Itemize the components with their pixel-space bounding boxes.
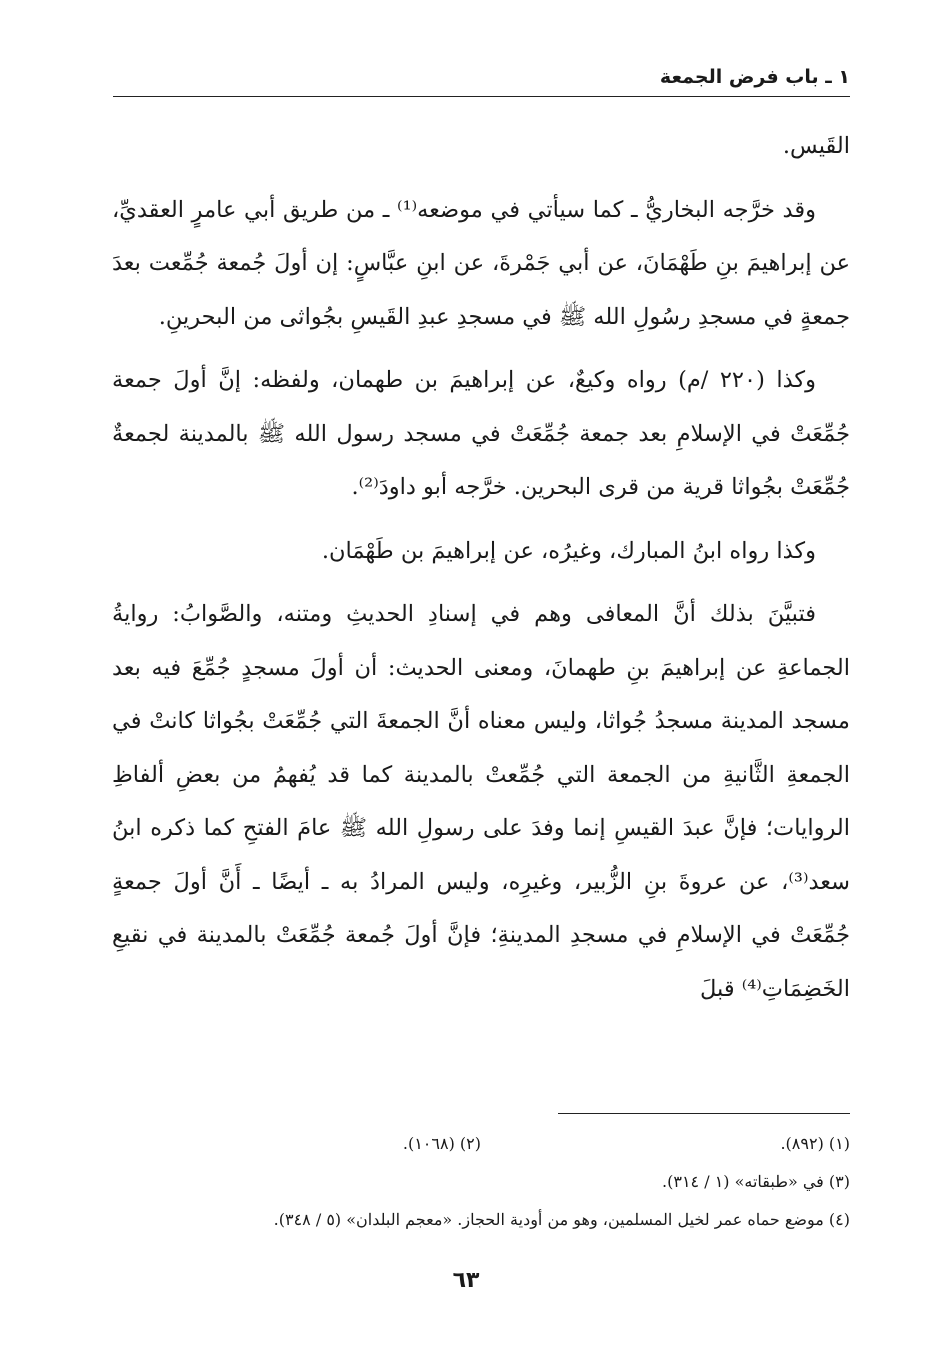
footnote-row — [112, 1125, 850, 1163]
footnote-3: (٣) في «طبقاته» (١ / ٣١٤). — [662, 1172, 850, 1191]
footnotes — [112, 1125, 850, 1239]
header-rule — [113, 96, 850, 97]
footnote-4: (٤) موضع حماه عمر لخيل المسلمين، وهو من أودية الحجاز. «معجم البلدان» (٥ / ٣٤٨). — [273, 1210, 850, 1229]
running-title: ١ ـ باب فرض الجمعة — [659, 66, 850, 88]
paragraph-5: فتبيَّنَ بذلك أنَّ المعافى وهم في إسنادِ الحديثِ ومتنه، والصَّوابُ: روايةُ الجماعةِ عن إبراهيمَ بنِ طهمانَ، ومعنى الحديث: أن أولَ مسجدٍ جُمِّعَ فيه بعد مسجد المدينة مسجدُ جُواثا، وليس معناه أنَّ الجمعةَ التي جُمِّعَتْ بجُواثا كانتْ في الجمعةِ الثَّانيةِ من الجمعة التي جُمِّعتْ بالمدينة كما قد يُفهمُ من بعضِ ألفاظِ الروايات؛ فإنَّ عبدَ القيسِ إنما وفدَ على رسولِ الله ﷺ عامَ الفتحِ كما ذكره ابنُ سعد⁽³⁾، عن عروةَ بنِ الزُّبير، وغيرِه، وليس المرادُ به ـ أيضًا ـ أَنَّ أولَ جمعةٍ جُمِّعَتْ في الإسلامِ في مسجدِ المدينةِ؛ فإنَّ أولَ جُمعة جُمِّعَتْ بالمدينة في نقيعِ الخَضِمَاتِ⁽⁴⁾ قبلَ — [112, 601, 850, 1002]
paragraph-3: وكذا (٢٢٠ /م) رواه وكيعٌ، عن إبراهيمَ بن طهمان، ولفظه: إنَّ أولَ جمعة جُمِّعَتْ في الإسلامِ بعد جمعة جُمِّعَتْ في مسجد رسول الله ﷺ بالمدينة لجمعةٌ جُمِّعَتْ بجُواثا قرية من قرى البحرين. خرَّجه أبو داودَ⁽²⁾. — [112, 367, 850, 500]
paragraph-2: وقد خرَّجه البخاريُّ ـ كما سيأتي في موضعه⁽¹⁾ ـ من طريق أبي عامرٍ العقديِّ، عن إبراهيمَ بنِ طَهْمَانَ، عن أبي جَمْرةَ، عن ابنِ عبَّاسٍ: إن أولَ جُمعة جُمِّعت بعدَ جمعةٍ في مسجدِ رسُولِ الله ﷺ في مسجدِ عبدِ القَيسِ بجُواثى من البحرينِ. — [112, 196, 850, 330]
footnote-2: (٢) (١٠٦٨). — [402, 1134, 481, 1153]
page-number: ٦٣ — [452, 1268, 480, 1293]
footnote-1: (١) (٨٩٢). — [780, 1134, 850, 1153]
main-text — [112, 120, 850, 1016]
paragraph-1: القَيس. — [782, 133, 850, 159]
footnote-rule — [558, 1113, 850, 1114]
paragraph-4: وكذا رواه ابنُ المبارك، وغيرُه، عن إبراهيمَ بن طَهْمَان. — [321, 537, 816, 564]
